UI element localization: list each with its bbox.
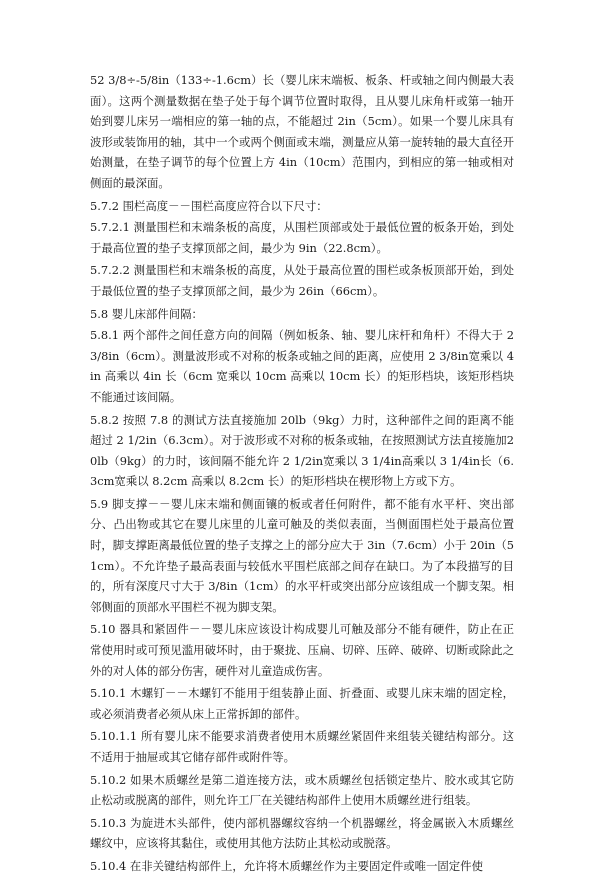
paragraph-5-10-1-wood-screws: 5.10.1 木螺钉－－木螺钉不能用于组装静止面、折叠面、或婴儿床末端的固定栓，或必须消费者必须从床上正常拆卸的部件。 bbox=[90, 686, 514, 721]
heading-5-8-component-spacing: 5.8 婴儿床部件间隔： bbox=[90, 306, 203, 321]
paragraph-5-10-3: 5.10.3 为旋进木头部件，使内部机器螺纹容纳一个机器螺丝，将金属嵌入木质螺丝螺纹中，应该将其黏住，或使用其他方法防止其松动或脱落。 bbox=[90, 815, 514, 851]
paragraph-5-10-4: 5.10.4 在非关键结构部件上，允许将木质螺丝作为主要固定件或唯一固定件使 bbox=[90, 858, 483, 873]
paragraph-crib-inner-dimensions: 52 3/8÷-5/8in（133÷-1.6cm）长（婴儿床末端板、板条、杆或轴之间内侧最大表面）。这两个测量数据在垫子处于每个调节位置时取得，且从婴儿床角杆或第一轴开始到婴儿床另一端相应的第一轴的点，不能超过 2in（5cm）。如果一个婴儿床具有波形或装饰用的轴，其中一个或两个侧面或末端，测量应从第一旋转轴的最大直径开始测量，在垫子调节的每个位置上方 4in（10cm）范围内，到相应的第一轴或相对侧面的最深面。 bbox=[90, 73, 514, 190]
heading-5-7-2-rail-height: 5.7.2 围栏高度－－围栏高度应符合以下尺寸： bbox=[90, 198, 328, 213]
paragraph-5-10-1-1: 5.10.1.1 所有婴儿床不能要求消费者使用木质螺丝紧固件来组装关键结构部分。这不适用于抽屉或其它储存部件或附件等。 bbox=[90, 729, 514, 764]
paragraph-5-10-hardware-fasteners: 5.10 器具和紧固件－－婴儿床应该设计构成婴儿可触及部分不能有硬件，防止在正常使用时或可预见滥用破坏时，由于聚拢、压扁、切碎、压碎、破碎、切断或除此之外的对人体的部分伤害，硬件对儿童造成伤害。 bbox=[90, 622, 514, 678]
paragraph-5-9-foot-support: 5.9 脚支撑－－婴儿床末端和侧面镶的板或者任何附件，都不能有水平杆、突出部分、凸出物或其它在婴儿床里的儿童可触及的类似表面，当侧面围栏处于最高位置时，脚支撑距离最低位置的垫子支撑之上的部分应大于 3in（7.6cm）小于 20in（51cm）。不允许垫子最高表面与较低水平围栏底部之间存在缺口。为了本段描写的目的，所有深度尺寸大于 3/8in（1cm）的水平杆或突出部分应该组成一个脚支架。相邻侧面的顶部水平围栏不视为脚支架。 bbox=[90, 496, 514, 614]
paragraph-5-8-2: 5.8.2 按照 7.8 的测试方法直接施加 20lb（9kg）力时，这种部件之间的距离不能超过 2 1/2in（6.3cm）。对于波形或不对称的板条或轴，在按照测试方法直接施加20lb（9kg）的力时，该间隔不能允许 2 1/2in宽乘以 3 1/4in高乘以 3 1/4in长（6.3cm宽乘以 8.2cm 高乘以 8.2cm 长）的矩形档块在楔形物上方或下方。 bbox=[90, 412, 514, 489]
paragraph-5-10-2: 5.10.2 如果木质螺丝是第二道连接方法，或木质螺丝包括锁定垫片、胶水或其它防止松动或脱离的部件，则允许工厂在关键结构部件上使用木质螺丝进行组装。 bbox=[90, 772, 514, 808]
paragraph-5-7-2-2: 5.7.2.2 测量围栏和末端条板的高度，从处于最高位置的围栏或条板顶部开始，到处于最低位置的垫子支撑顶部之间，最少为 26in（66cm）。 bbox=[90, 263, 514, 298]
paragraph-5-8-1: 5.8.1 两个部件之间任意方向的间隔（例如板条、轴、婴儿床杆和角杆）不得大于 2 3/8in（6cm）。测量波形或不对称的板条或轴之间的距离，应使用 2 3/8in宽乘以 4in 高乘以 4in 长（6cm 宽乘以 10cm 高乘以 10cm 长）的矩形档块，该矩形档块不能通过该间隔。 bbox=[90, 328, 514, 404]
paragraph-5-7-2-1: 5.7.2.1 测量围栏和末端条板的高度，从围栏顶部或处于最低位置的板条开始，到处于最高位置的垫子支撑顶部之间，最少为 9in（22.8cm）。 bbox=[90, 220, 514, 255]
